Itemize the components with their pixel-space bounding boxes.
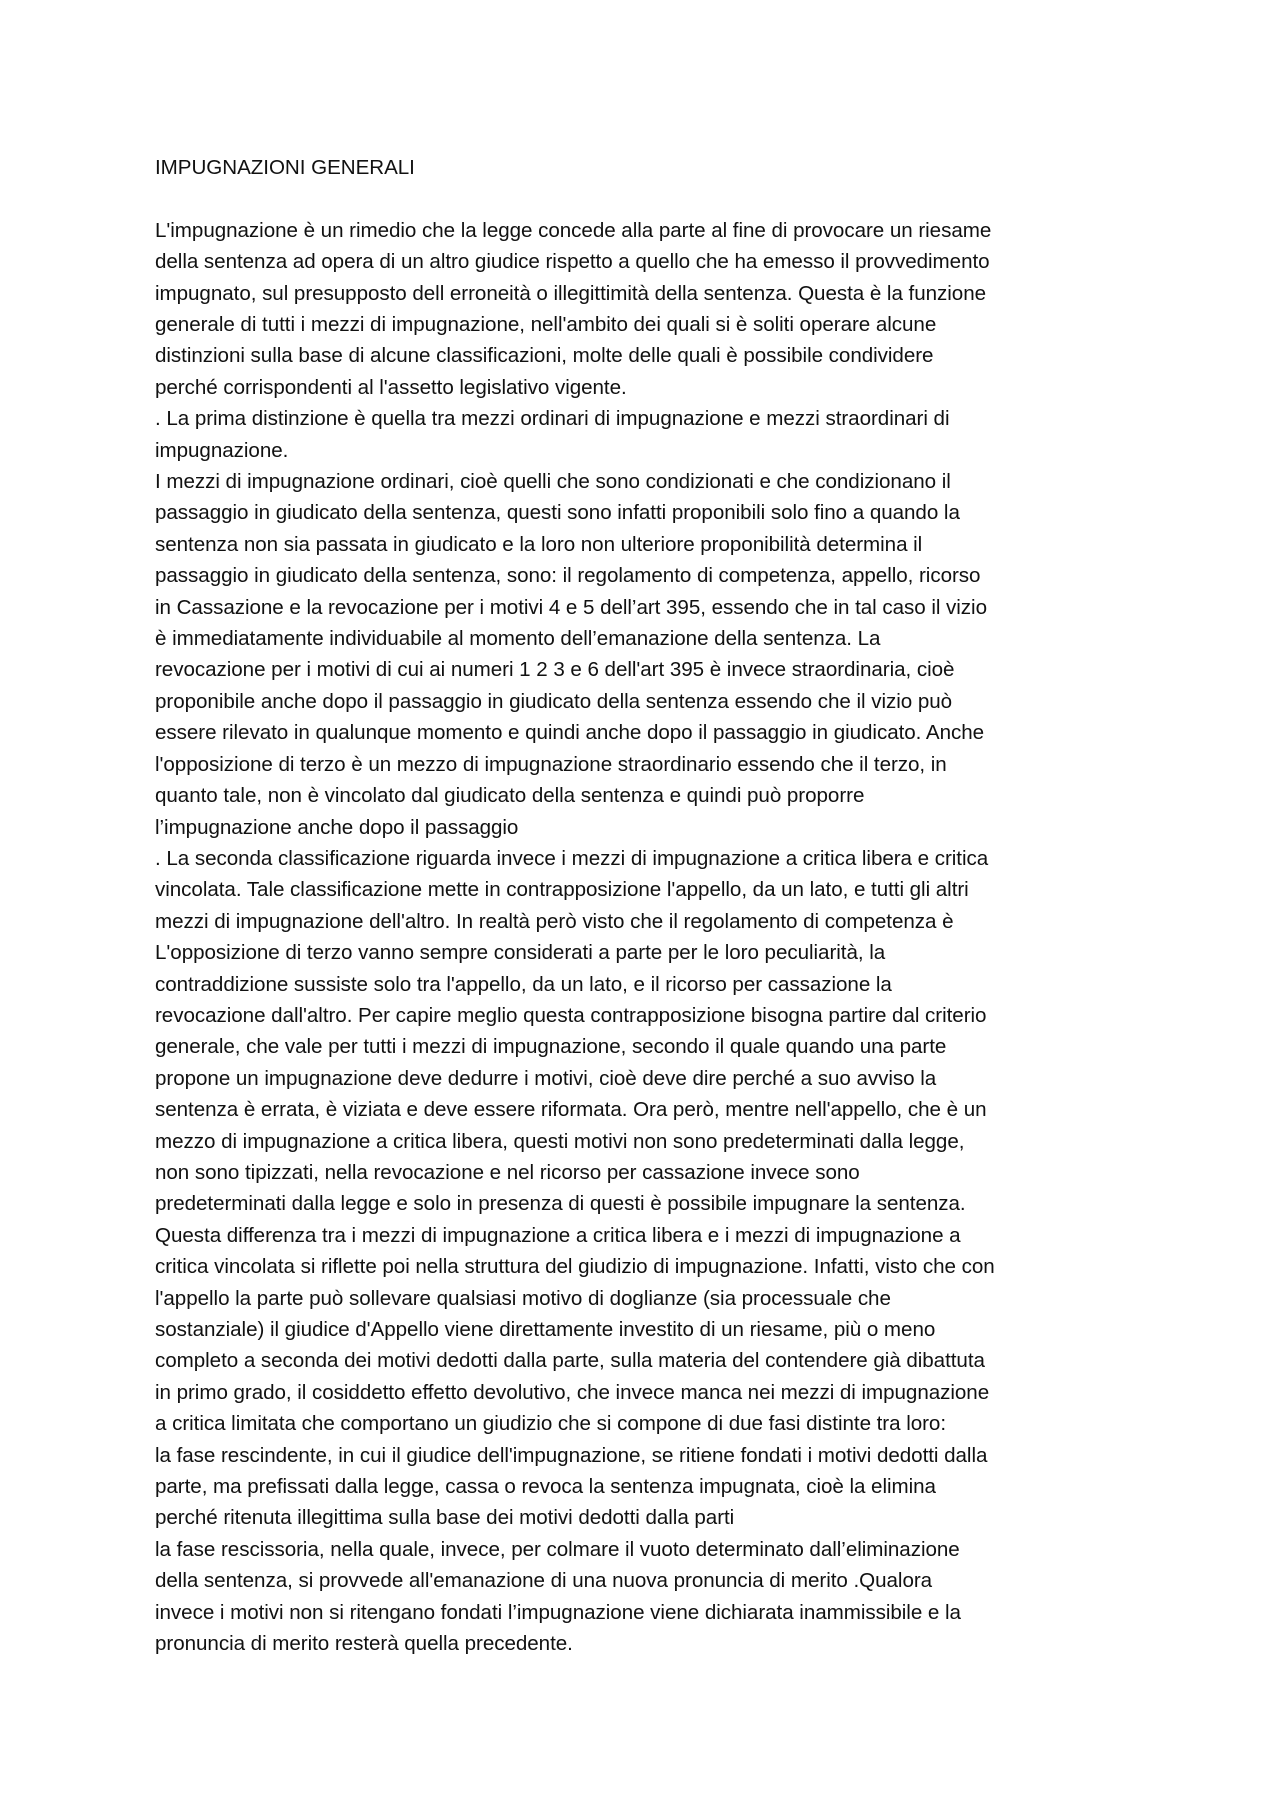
text-line: l'appello la parte può sollevare qualsiasi motivo di doglianze (sia processuale che bbox=[155, 1286, 891, 1310]
text-line: . La prima distinzione è quella tra mezzi ordinari di impugnazione e mezzi straordinari di bbox=[155, 407, 950, 431]
text-line: pronuncia di merito resterà quella precedente. bbox=[155, 1632, 573, 1656]
text-line: mezzo di impugnazione a critica libera, questi motivi non sono predeterminati dalla legge, bbox=[155, 1129, 965, 1153]
text-line: invece i motivi non si ritengano fondati l’impugnazione viene dichiarata inammissibile e la bbox=[155, 1600, 961, 1624]
text-line: L'impugnazione è un rimedio che la legge concede alla parte al fine di provocare un riesame bbox=[155, 218, 992, 242]
text-line: I mezzi di impugnazione ordinari, cioè quelli che sono condizionati e che condizionano il bbox=[155, 470, 951, 494]
text-line: sentenza non sia passata in giudicato e la loro non ulteriore proponibilità determina il bbox=[155, 532, 923, 556]
text-line: revocazione per i motivi di cui ai numeri 1 2 3 e 6 dell'art 395 è invece straordinaria, cioè bbox=[155, 658, 955, 682]
document-body bbox=[155, 152, 1140, 1659]
text-line: distinzioni sulla base di alcune classificazioni, molte delle quali è possibile condividere bbox=[155, 344, 934, 368]
text-line: la fase rescissoria, nella quale, invece, per colmare il vuoto determinato dall’eliminazione bbox=[155, 1537, 960, 1561]
text-line: contraddizione sussiste solo tra l'appello, da un lato, e il ricorso per cassazione la bbox=[155, 972, 892, 996]
text-line: quanto tale, non è vincolato dal giudicato della sentenza e quindi può proporre bbox=[155, 784, 865, 808]
text-line: l’impugnazione anche dopo il passaggio bbox=[155, 815, 519, 839]
text-line: impugnato, sul presupposto dell erroneità o illegittimità della sentenza. Questa è la funzione bbox=[155, 281, 986, 305]
text-line: vincolata. Tale classificazione mette in contrapposizione l'appello, da un lato, e tutti gli altri bbox=[155, 878, 969, 902]
text-line: Questa differenza tra i mezzi di impugnazione a critica libera e i mezzi di impugnazione a bbox=[155, 1223, 961, 1247]
text-line: la fase rescindente, in cui il giudice dell'impugnazione, se ritiene fondati i motivi dedotti dalla bbox=[155, 1443, 988, 1467]
text-line: sentenza è errata, è viziata e deve essere riformata. Ora però, mentre nell'appello, che è un bbox=[155, 1098, 987, 1122]
text-line: mezzi di impugnazione dell'altro. In realtà però visto che il regolamento di competenza è bbox=[155, 909, 954, 933]
text-line: generale, che vale per tutti i mezzi di impugnazione, secondo il quale quando una parte bbox=[155, 1035, 947, 1059]
text-line: propone un impugnazione deve dedurre i motivi, cioè deve dire perché a suo avviso la bbox=[155, 1066, 937, 1090]
text-line: L'opposizione di terzo vanno sempre considerati a parte per le loro peculiarità, la bbox=[155, 941, 886, 965]
text-line: passaggio in giudicato della sentenza, sono: il regolamento di competenza, appello, ricorso bbox=[155, 564, 981, 588]
text-line: completo a seconda dei motivi dedotti dalla parte, sulla materia del contendere già dibattuta bbox=[155, 1349, 985, 1373]
text-line: a critica limitata che comportano un giudizio che si compone di due fasi distinte tra loro: bbox=[155, 1412, 947, 1436]
text-line: impugnazione. bbox=[155, 438, 289, 462]
text-line: generale di tutti i mezzi di impugnazione, nell'ambito dei quali si è soliti operare alcune bbox=[155, 313, 937, 337]
document-text bbox=[155, 215, 1140, 1660]
text-line: l'opposizione di terzo è un mezzo di impugnazione straordinario essendo che il terzo, in bbox=[155, 752, 947, 776]
text-line: proponibile anche dopo il passaggio in giudicato della sentenza essendo che il vizio può bbox=[155, 689, 953, 713]
text-line: parte, ma prefissati dalla legge, cassa o revoca la sentenza impugnata, cioè la elimina bbox=[155, 1475, 936, 1499]
text-line: . La seconda classificazione riguarda invece i mezzi di impugnazione a critica libera e critica bbox=[155, 846, 989, 870]
text-line: critica vincolata si riflette poi nella struttura del giudizio di impugnazione. Infatti, visto che con bbox=[155, 1255, 995, 1279]
text-line: in primo grado, il cosiddetto effetto devolutivo, che invece manca nei mezzi di impugnazione bbox=[155, 1380, 990, 1404]
text-line: della sentenza ad opera di un altro giudice rispetto a quello che ha emesso il provvedimento bbox=[155, 250, 990, 274]
text-line: essere rilevato in qualunque momento e quindi anche dopo il passaggio in giudicato. Anche bbox=[155, 721, 985, 745]
text-line: passaggio in giudicato della sentenza, questi sono infatti proponibili solo fino a quando la bbox=[155, 501, 960, 525]
text-line: è immediatamente individuabile al momento dell’emanazione della sentenza. La bbox=[155, 627, 881, 651]
document-title: IMPUGNAZIONI GENERALI bbox=[155, 156, 415, 179]
text-line: predeterminati dalla legge e solo in presenza di questi è possibile impugnare la sentenza. bbox=[155, 1192, 966, 1216]
text-line: in Cassazione e la revocazione per i motivi 4 e 5 dell’art 395, essendo che in tal caso il vizio bbox=[155, 595, 987, 619]
text-line: non sono tipizzati, nella revocazione e nel ricorso per cassazione invece sono bbox=[155, 1160, 860, 1184]
text-line: revocazione dall'altro. Per capire meglio questa contrapposizione bisogna partire dal criterio bbox=[155, 1003, 987, 1027]
text-line: perché corrispondenti al l'assetto legislativo vigente. bbox=[155, 375, 627, 399]
text-line: perché ritenuta illegittima sulla base dei motivi dedotti dalla parti bbox=[155, 1506, 735, 1530]
text-line: della sentenza, si provvede all'emanazione di una nuova pronuncia di merito .Qualora bbox=[155, 1569, 933, 1593]
text-line: sostanziale) il giudice d'Appello viene direttamente investito di un riesame, più o meno bbox=[155, 1318, 936, 1342]
